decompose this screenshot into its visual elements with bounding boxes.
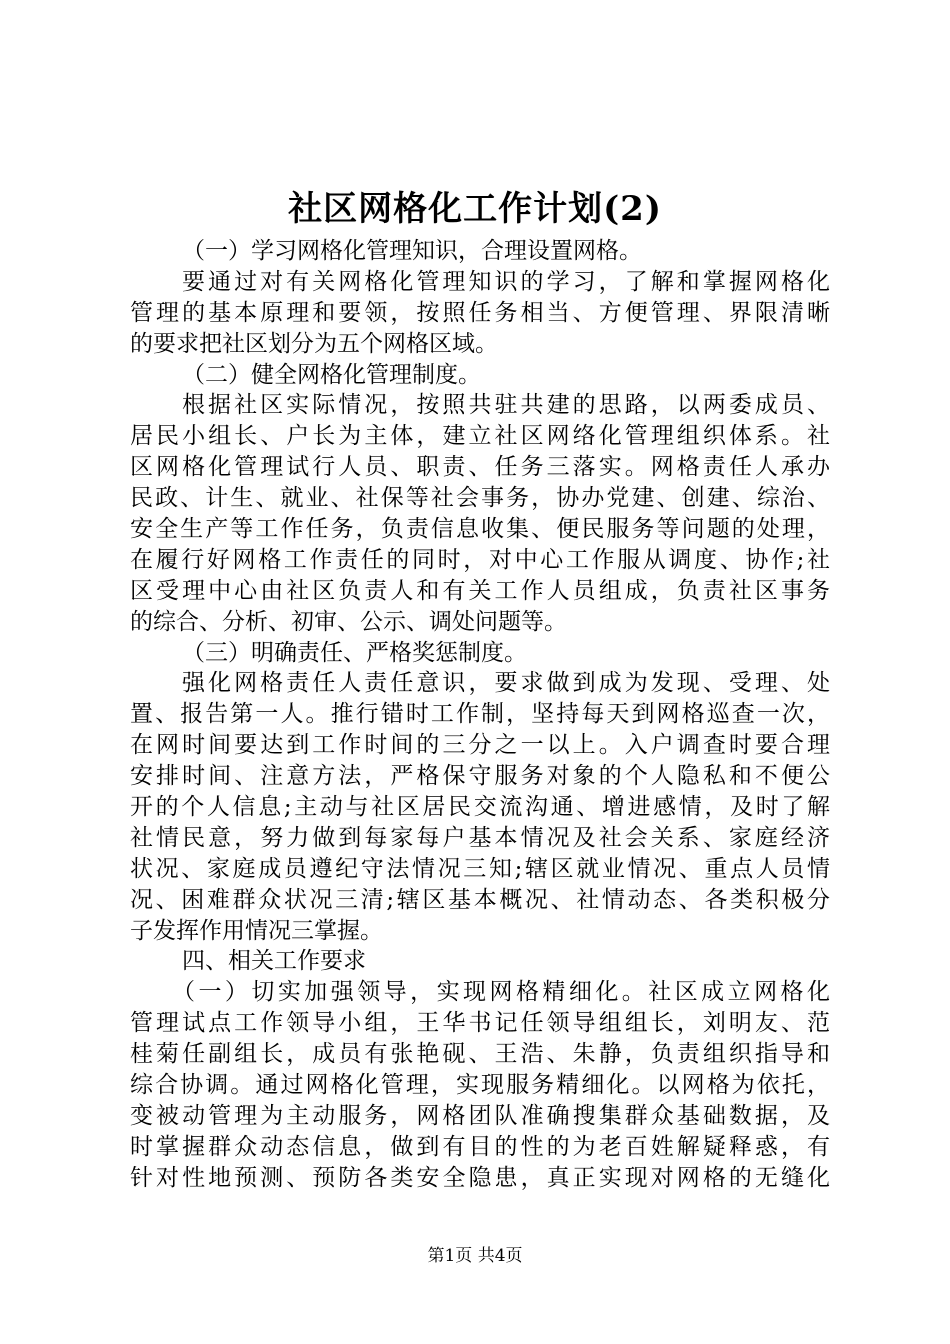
paragraph-line: 安排时间、注意方法，严格保守服务对象的个人隐私和不便公: [130, 763, 830, 790]
paragraph-line: 强化网格责任人责任意识，要求做到成为发现、受理、处: [182, 670, 830, 697]
paragraph-line: 在履行好网格工作责任的同时，对中心工作服从调度、协作;社: [130, 546, 830, 573]
paragraph-line: 管理试点工作领导小组，王华书记任领导组组长，刘明友、范: [130, 1010, 830, 1037]
section-heading: （三）明确责任、严格奖惩制度。: [182, 639, 527, 666]
paragraph-line: 区受理中心由社区负责人和有关工作人员组成，负责社区事务: [130, 577, 830, 604]
section-heading: （二）健全网格化管理制度。: [182, 361, 481, 388]
document-title: 社区网格化工作计划(2): [288, 189, 662, 229]
paragraph-line: 综合协调。通过网格化管理，实现服务精细化。以网格为依托，: [130, 1072, 830, 1099]
paragraph-line: 要通过对有关网格化管理知识的学习，了解和掌握网格化: [182, 268, 830, 295]
paragraph-line: 的综合、分析、初审、公示、调处问题等。: [130, 608, 567, 635]
section-heading: 四、相关工作要求: [182, 948, 366, 975]
document-body: [130, 236, 830, 1194]
page-number-footer: 第1页 共4页: [427, 1246, 523, 1266]
paragraph-line: 桂菊任副组长，成员有张艳砚、王浩、朱静，负责组织指导和: [130, 1041, 830, 1068]
paragraph-line: 况、困难群众状况三清;辖区基本概况、社情动态、各类积极分: [130, 886, 830, 913]
paragraph-line: （一）切实加强领导，实现网格精细化。社区成立网格化: [172, 979, 830, 1006]
paragraph-line: 针对性地预测、预防各类安全隐患，真正实现对网格的无缝化: [130, 1164, 830, 1191]
paragraph-line: 社情民意，努力做到每家每户基本情况及社会关系、家庭经济: [130, 824, 830, 851]
paragraph-line: 子发挥作用情况三掌握。: [130, 917, 383, 944]
paragraph-line: 状况、家庭成员遵纪守法情况三知;辖区就业情况、重点人员情: [130, 855, 830, 882]
paragraph-line: 的要求把社区划分为五个网格区域。: [130, 330, 498, 357]
paragraph-line: 区网格化管理试行人员、职责、任务三落实。网格责任人承办: [130, 454, 830, 481]
paragraph-line: 开的个人信息;主动与社区居民交流沟通、增进感情，及时了解: [130, 794, 830, 821]
paragraph-line: 在网时间要达到工作时间的三分之一以上。入户调查时要合理: [130, 732, 830, 759]
paragraph-line: 民政、计生、就业、社保等社会事务，协办党建、创建、综治、: [130, 485, 830, 512]
paragraph-line: 置、报告第一人。推行错时工作制，坚持每天到网格巡查一次，: [130, 701, 830, 728]
section-heading: （一）学习网格化管理知识，合理设置网格。: [182, 238, 642, 264]
paragraph-line: 根据社区实际情况，按照共驻共建的思路，以两委成员、: [182, 392, 830, 419]
paragraph-line: 安全生产等工作任务，负责信息收集、便民服务等问题的处理，: [130, 516, 830, 543]
paragraph-line: 管理的基本原理和要领，按照任务相当、方便管理、界限清晰: [130, 299, 830, 326]
paragraph-line: 变被动管理为主动服务，网格团队准确搜集群众基础数据，及: [130, 1102, 830, 1129]
paragraph-line: 居民小组长、户长为主体，建立社区网络化管理组织体系。社: [130, 423, 830, 450]
paragraph-line: 时掌握群众动态信息，做到有目的性的为老百姓解疑释惑，有: [130, 1133, 830, 1160]
